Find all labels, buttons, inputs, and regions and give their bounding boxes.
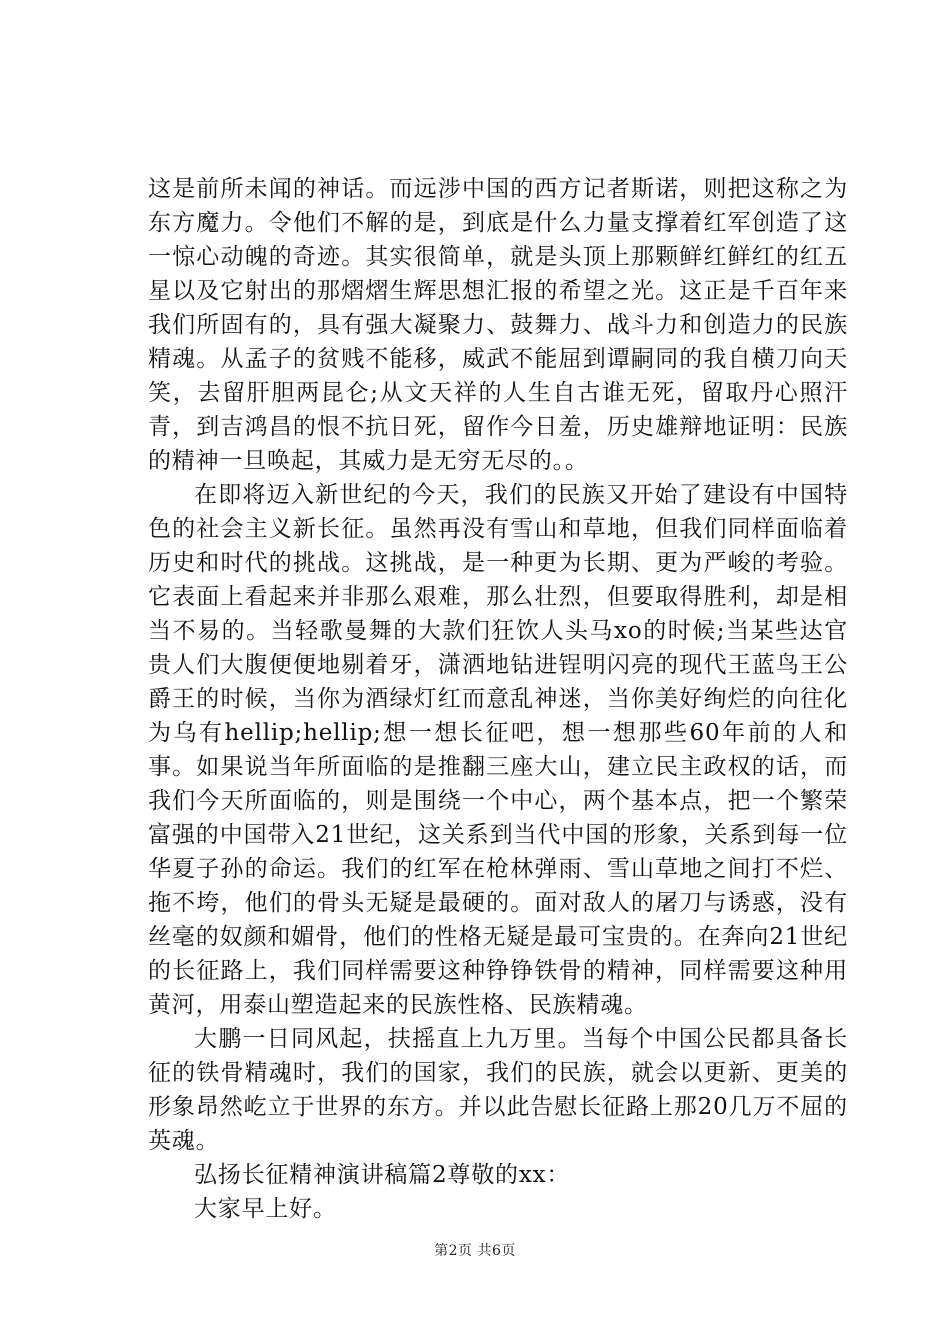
paragraph-3: 大鹏一日同风起，扶摇直上九万里。当每个中国公民都具备长征的铁骨精魂时，我们的国家，我们的民族，就会以更新、更美的形象昂然屹立于世界的东方。并以此告慰长征路上那20几万不屈的英魂。 [148, 1026, 848, 1154]
page-footer: 第2页 共6页 [434, 1243, 516, 1259]
paragraph-5: 大家早上好。 [194, 1196, 337, 1222]
paragraph-2: 在即将迈入新世纪的今天，我们的民族又开始了建设有中国特色的社会主义新长征。虽然再没有雪山和草地，但我们同样面临着历史和时代的挑战。这挑战，是一种更为长期、更为严峻的考验。它表面上看起来并非那么艰难，那么壮烈，但要取得胜利，却是相当不易的。当轻歌曼舞的大款们狂饮人头马xo的时候;当某些达官贵人们大腹便便地剔着牙，潇洒地钻进锃明闪亮的现代王蓝鸟王公爵王的时候，当你为酒绿灯红而意乱神迷，当你美好绚烂的向往化为乌有hellip;hellip;想一想长征吧，想一想那些60年前的人和事。如果说当年所面临的是推翻三座大山，建立民主政权的话，而我们今天所面临的，则是围绕一个中心，两个基本点，把一个繁荣富强的中国带入21世纪，这关系到当代中国的形象，关系到每一位华夏子孙的命运。我们的红军在枪林弹雨、雪山草地之间打不烂、拖不垮，他们的骨头无疑是最硬的。面对敌人的屠刀与诱惑，没有丝毫的奴颜和媚骨，他们的性格无疑是最可宝贵的。在奔向21世纪的长征路上，我们同样需要这种铮铮铁骨的精神，同样需要这种用黄河，用泰山塑造起来的民族性格、民族精魂。 [148, 482, 848, 1018]
paragraph-4: 弘扬长征精神演讲稿篇2尊敬的xx： [194, 1162, 571, 1188]
document-body [148, 172, 848, 1226]
paragraph-1: 这是前所未闻的神话。而远涉中国的西方记者斯诺，则把这称之为东方魔力。令他们不解的是，到底是什么力量支撑着红军创造了这一惊心动魄的奇迹。其实很简单，就是头顶上那颗鲜红鲜红的红五星以及它射出的那熠熠生辉思想汇报的希望之光。这正是千百年来我们所固有的，具有强大凝聚力、鼓舞力、战斗力和创造力的民族精魂。从孟子的贫贱不能移，威武不能屈到谭嗣同的我自横刀向天笑，去留肝胆两昆仑;从文天祥的人生自古谁无死，留取丹心照汗青，到吉鸿昌的恨不抗日死，留作今日羞，历史雄辩地证明：民族的精神一旦唤起，其威力是无穷无尽的。。 [148, 176, 848, 474]
